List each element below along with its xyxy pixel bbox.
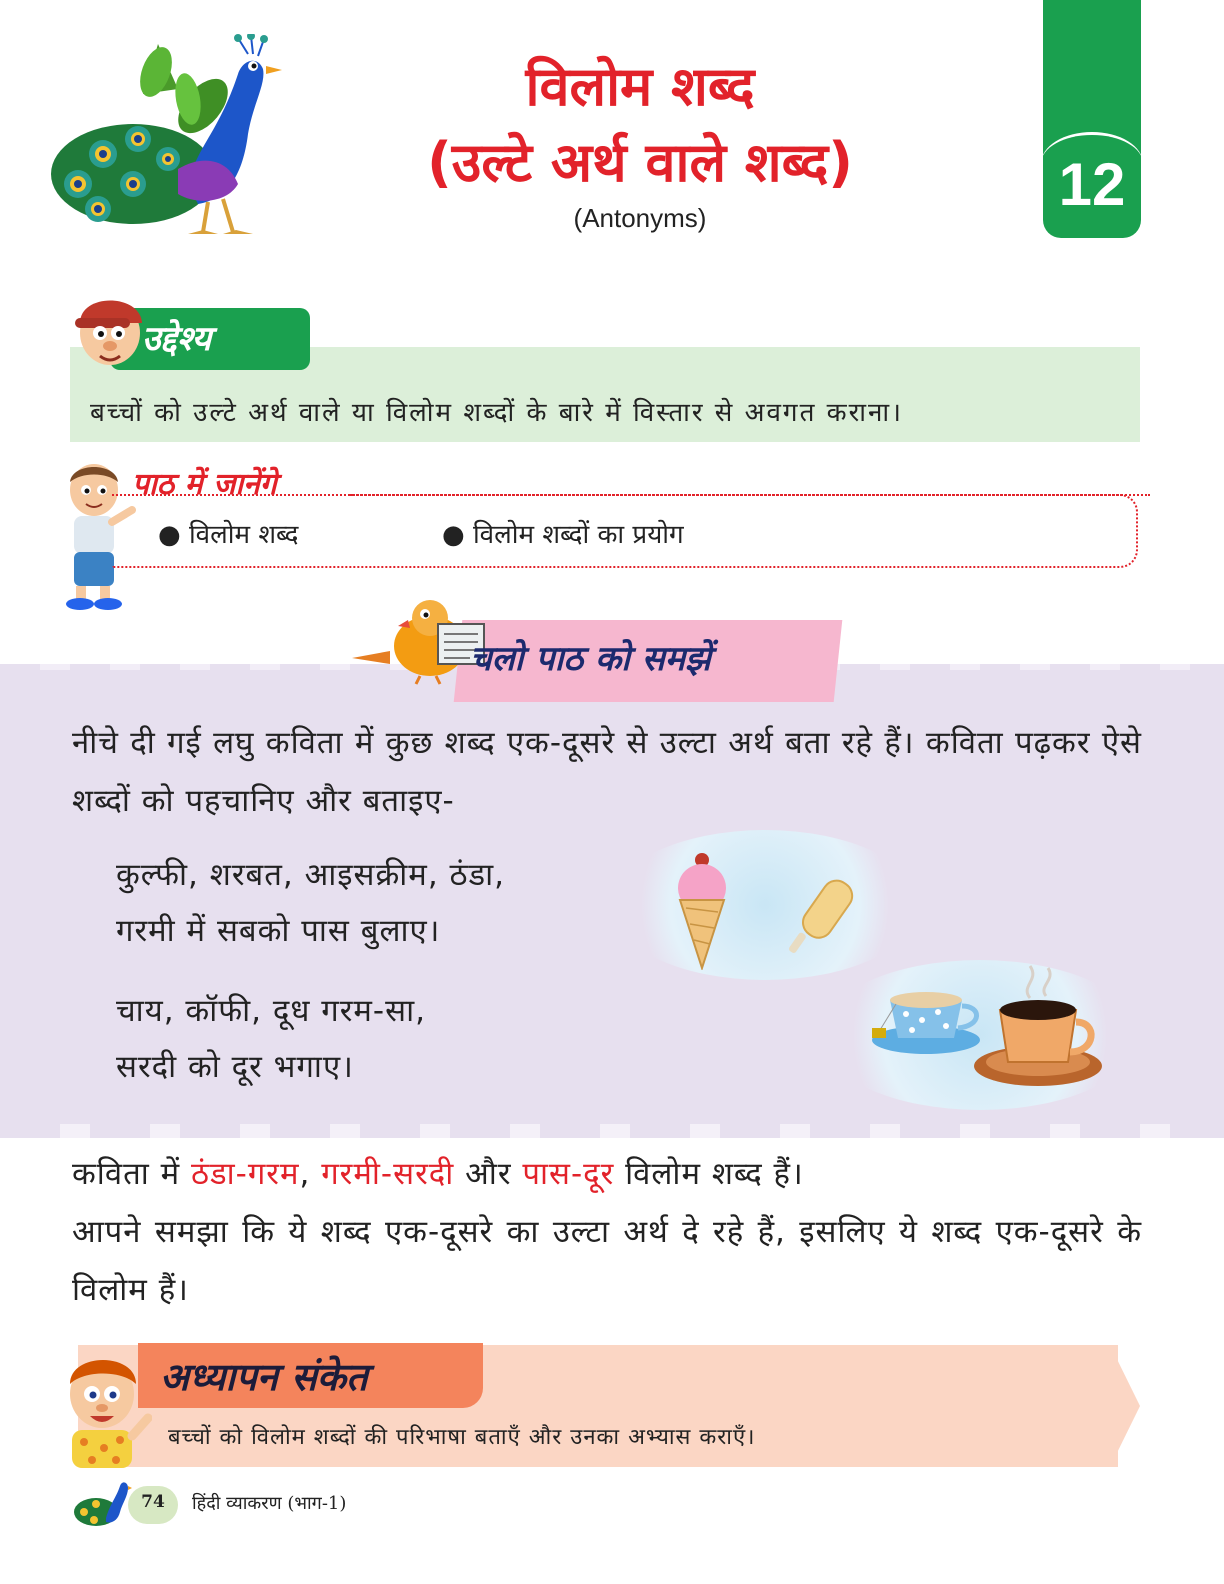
objective-text: बच्चों को उल्टे अर्थ वाले या विलोम शब्दों के बारे में विस्तार से अवगत कराना।: [90, 398, 904, 428]
bird-reading-newspaper-icon: [350, 596, 490, 686]
tea-cup-icon: [866, 980, 986, 1060]
poem-line: सरदी को दूर भगाए।: [116, 1049, 354, 1085]
poem-line: चाय, कॉफी, दूध गरम-सा,: [116, 993, 426, 1029]
bullet-icon: ●: [442, 520, 473, 550]
poem-line: कुल्फी, शरबत, आइसक्रीम, ठंडा,: [116, 857, 506, 893]
page-subtitle: (उल्टे अर्थ वाले शब्द): [427, 131, 853, 194]
chapter-number: 12: [1058, 151, 1126, 218]
peacock-icon: [38, 34, 300, 244]
learn-item: ● विलोम शब्द: [158, 520, 299, 550]
explanation-paragraph: कविता में ठंडा-गरम, गरमी-सरदी और पास-दूर विलोम शब्द हैं। आपने समझा कि ये शब्द एक-दूसरे का उल्टा अर्थ दे रहे हैं, इसलिए ये शब्द एक-दूसरे के विलोम हैं।: [72, 1156, 1142, 1308]
teaching-hint-arrow: [1110, 1345, 1140, 1467]
kulfi-icon: [782, 870, 872, 960]
learn-label: पाठ में जानेंगे: [132, 467, 277, 502]
poem-line: गरमी में सबको पास बुलाए।: [116, 913, 441, 949]
boy-with-cap-icon: [70, 278, 150, 378]
page-number: 74: [141, 1492, 165, 1512]
brush-edge-bottom: [0, 1124, 1224, 1138]
page-title-english: (Antonyms): [573, 203, 707, 233]
peacock-small-icon: [72, 1478, 132, 1530]
ice-cream-cone-icon: [672, 850, 732, 970]
learn-item: ● विलोम शब्दों का प्रयोग: [442, 520, 684, 550]
understand-label: चलो पाठ को समझें: [470, 639, 711, 679]
chapter-tab: [1043, 0, 1141, 238]
antonym-pair: ठंडा-गरम: [191, 1156, 300, 1192]
antonym-pair: पास-दूर: [522, 1156, 615, 1192]
boy-waving-icon: [56, 1348, 152, 1468]
antonym-pair: गरमी-सरदी: [321, 1156, 455, 1192]
intro-paragraph: नीचे दी गई लघु कविता में कुछ शब्द एक-दूसरे से उल्टा अर्थ बता रहे हैं। कविता पढ़कर ऐसे शब्दों को पहचानिए और बताइए-: [72, 725, 1142, 819]
teaching-hint-label: अध्यापन संकेत: [160, 1355, 368, 1399]
glow-background: [610, 830, 920, 980]
objective-label: उद्देश्य: [110, 308, 310, 370]
book-title: हिंदी व्याकरण (भाग-1): [192, 1493, 347, 1514]
page-title: विलोम शब्द: [525, 55, 755, 118]
bullet-icon: ●: [158, 520, 189, 550]
coffee-cup-icon: [970, 962, 1104, 1090]
teaching-hint-text: बच्चों को विलोम शब्दों की परिभाषा बताएँ और उनका अभ्यास कराएँ।: [168, 1425, 756, 1450]
